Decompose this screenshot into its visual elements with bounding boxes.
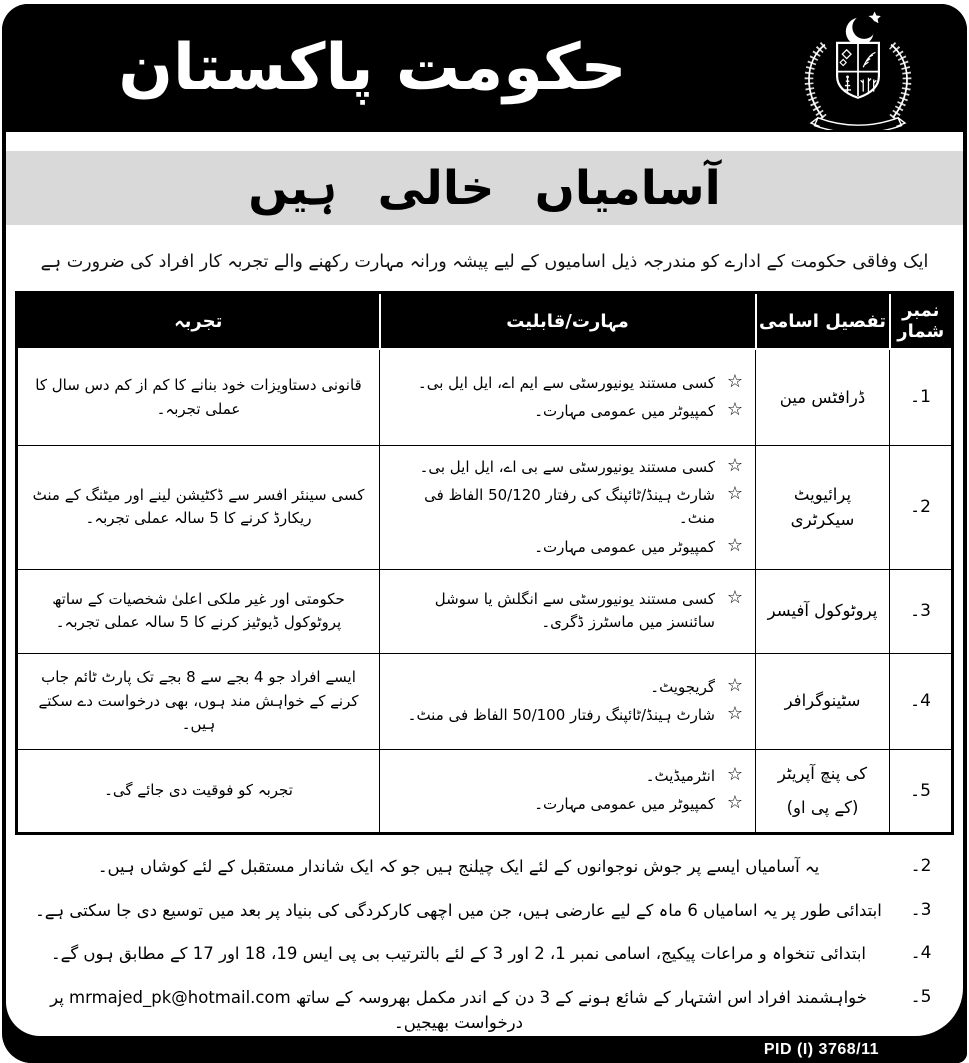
job-row — [17, 569, 953, 653]
star-bullet-icon: ☆ — [726, 792, 743, 814]
skills-cell — [380, 653, 756, 749]
skill-item — [386, 372, 747, 395]
note-text: ابتدائی طور پر یہ اسامیاں 6 ماہ کے لیے عارضی ہیں، جن میں اچھی کارکردگی کی بنیاد پر بعد میں توسیع دی جا سکتی ہے۔ — [35, 900, 882, 920]
experience-cell: ایسے افراد جو 4 بجے سے 8 بجے تک پارٹ ٹائم جاب کرنے کے خواہش مند ہوں، بھی درخواست دے سکتے ہیں۔ — [17, 653, 380, 749]
note-row — [24, 899, 949, 924]
job-row — [17, 749, 953, 833]
note-text: ابتدائی تنخواہ و مراعات پیکیج، اسامی نمبر 1، 2 اور 3 کے لئے بالترتیب بی پی ایس 19، 18 اور 17 کے مطابق ہوں گے۔ — [50, 944, 867, 964]
star-bullet-icon: ☆ — [726, 483, 743, 504]
star-bullet-icon: ☆ — [726, 370, 743, 392]
post-cell — [756, 349, 890, 445]
vacancy-banner — [6, 151, 963, 225]
star-bullet-icon: ☆ — [726, 534, 743, 556]
skill-text: کمپیوٹر میں عمومی مہارت۔ — [534, 537, 715, 556]
serial-cell: 4۔ — [890, 653, 953, 749]
jobs-table-body — [17, 349, 953, 833]
skill-item — [386, 793, 747, 816]
pakistan-emblem-icon — [783, 8, 933, 130]
notes-section — [24, 855, 949, 1036]
skill-text: کسی مستند یونیورسٹی سے ایم اے، ایل ایل بی۔ — [417, 373, 715, 392]
post-name: کی پنچ آپریٹر — [777, 764, 868, 784]
note-text: خواہشمند افراد اس اشتہار کے شائع ہونے کے 3 دن کے اندر مکمل بھروسہ کے ساتھ mrmajed_pk@hotmail.com پر درخواست بھیجیں۔ — [50, 988, 867, 1032]
note-row — [24, 855, 949, 880]
star-bullet-icon: ☆ — [726, 399, 743, 420]
jobs-table-header — [17, 293, 953, 350]
intro-text: ایک وفاقی حکومت کے ادارے کو مندرجہ ذیل اسامیوں کے لیے پیشہ ورانہ مہارت رکھنے والے تجربہ کار افراد کی ضرورت ہے — [40, 252, 929, 272]
note-number: 2۔ — [910, 855, 932, 876]
skill-item — [386, 484, 747, 531]
job-row — [17, 653, 953, 749]
skill-item — [386, 536, 747, 559]
skill-text: کمپیوٹر میں عمومی مہارت۔ — [534, 402, 715, 420]
experience-cell: کسی سینئر افسر سے ڈکٹیشن لینے اور میٹنگ کے منٹ ریکارڈ کرنے کا 5 سالہ عملی تجربہ۔ — [17, 445, 380, 569]
post-cell — [756, 653, 890, 749]
jobs-table — [15, 291, 954, 835]
skills-cell — [380, 569, 756, 653]
note-number: 3۔ — [910, 899, 932, 920]
skill-text: کمپیوٹر میں عمومی مہارت۔ — [534, 795, 715, 814]
note-text: یہ آسامیاں ایسے پر جوش نوجوانوں کے لئے ایک چیلنج ہیں جو کہ ایک شاندار مستقبل کے لئے کوشاں ہیں۔ — [97, 856, 820, 876]
post-cell — [756, 445, 890, 569]
experience-cell: تجربہ کو فوقیت دی جائے گی۔ — [17, 749, 380, 833]
experience-cell: قانونی دستاویزات خود بنانے کا کم از کم دس سال کا عملی تجربہ۔ — [17, 349, 380, 445]
vacancy-title: آسامیاں خالی ہیں — [248, 160, 721, 216]
skill-text: گریجویٹ۔ — [650, 677, 715, 696]
pid-number: PID (I) 3768/11 — [763, 1040, 879, 1058]
skill-item — [386, 676, 747, 699]
post-name-sub: (کے پی او) — [786, 797, 859, 817]
advertisement-frame — [2, 4, 967, 1063]
column-header-skills: مہارت/قابلیت — [380, 293, 756, 350]
post-name: پروٹوکول آفیسر — [767, 601, 878, 621]
note-number: 5۔ — [910, 987, 932, 1007]
column-header-experience: تجربہ — [17, 293, 380, 350]
skills-cell — [380, 749, 756, 833]
note-row — [24, 986, 949, 1036]
post-cell — [756, 749, 890, 833]
star-bullet-icon: ☆ — [726, 587, 743, 608]
content-area — [6, 132, 963, 1036]
skill-text: شارٹ ہینڈ/ٹائپنگ کی رفتار 50/120 الفاظ فی منٹ۔ — [424, 486, 715, 528]
experience-cell: حکومتی اور غیر ملکی اعلیٰ شخصیات کے ساتھ پروٹوکول ڈیوٹیز کرنے کا 5 سالہ عملی تجربہ۔ — [17, 569, 380, 653]
star-bullet-icon: ☆ — [726, 454, 743, 476]
post-cell — [756, 569, 890, 653]
star-bullet-icon: ☆ — [726, 764, 743, 785]
job-row — [17, 349, 953, 445]
star-bullet-icon: ☆ — [726, 702, 743, 724]
column-header-serial: نمبر شمار — [890, 293, 953, 350]
job-row — [17, 445, 953, 569]
skill-text: شارٹ ہینڈ/ٹائپنگ رفتار 50/100 الفاظ فی منٹ۔ — [407, 705, 715, 724]
column-header-post: تفصیل اسامی — [756, 293, 890, 350]
header-band — [2, 4, 967, 132]
post-name: پرائیویٹ سیکرٹری — [790, 484, 855, 530]
note-row — [24, 942, 949, 967]
serial-cell: 3۔ — [890, 569, 953, 653]
skill-item — [386, 704, 747, 727]
skill-text: کسی مستند یونیورسٹی سے بی اے، ایل ایل بی۔ — [419, 457, 715, 476]
note-number: 4۔ — [910, 943, 932, 964]
skill-item — [386, 765, 747, 788]
skill-item — [386, 456, 747, 479]
star-bullet-icon: ☆ — [726, 674, 743, 696]
skill-text: کسی مستند یونیورسٹی سے انگلش یا سوشل سائنسز میں ماسٹرز ڈگری۔ — [434, 590, 715, 632]
skills-cell — [380, 349, 756, 445]
skill-item — [386, 588, 747, 635]
pid-bar — [2, 1036, 967, 1063]
post-name: ڈرافٹس مین — [779, 387, 866, 407]
serial-cell: 1۔ — [890, 349, 953, 445]
serial-cell: 2۔ — [890, 445, 953, 569]
post-name: سٹینوگرافر — [784, 691, 861, 711]
serial-cell: 5۔ — [890, 749, 953, 833]
skill-item — [386, 400, 747, 423]
skills-cell — [380, 445, 756, 569]
skill-text: انٹرمیڈیٹ۔ — [645, 767, 715, 785]
government-title: حکومت پاکستان — [118, 31, 627, 105]
